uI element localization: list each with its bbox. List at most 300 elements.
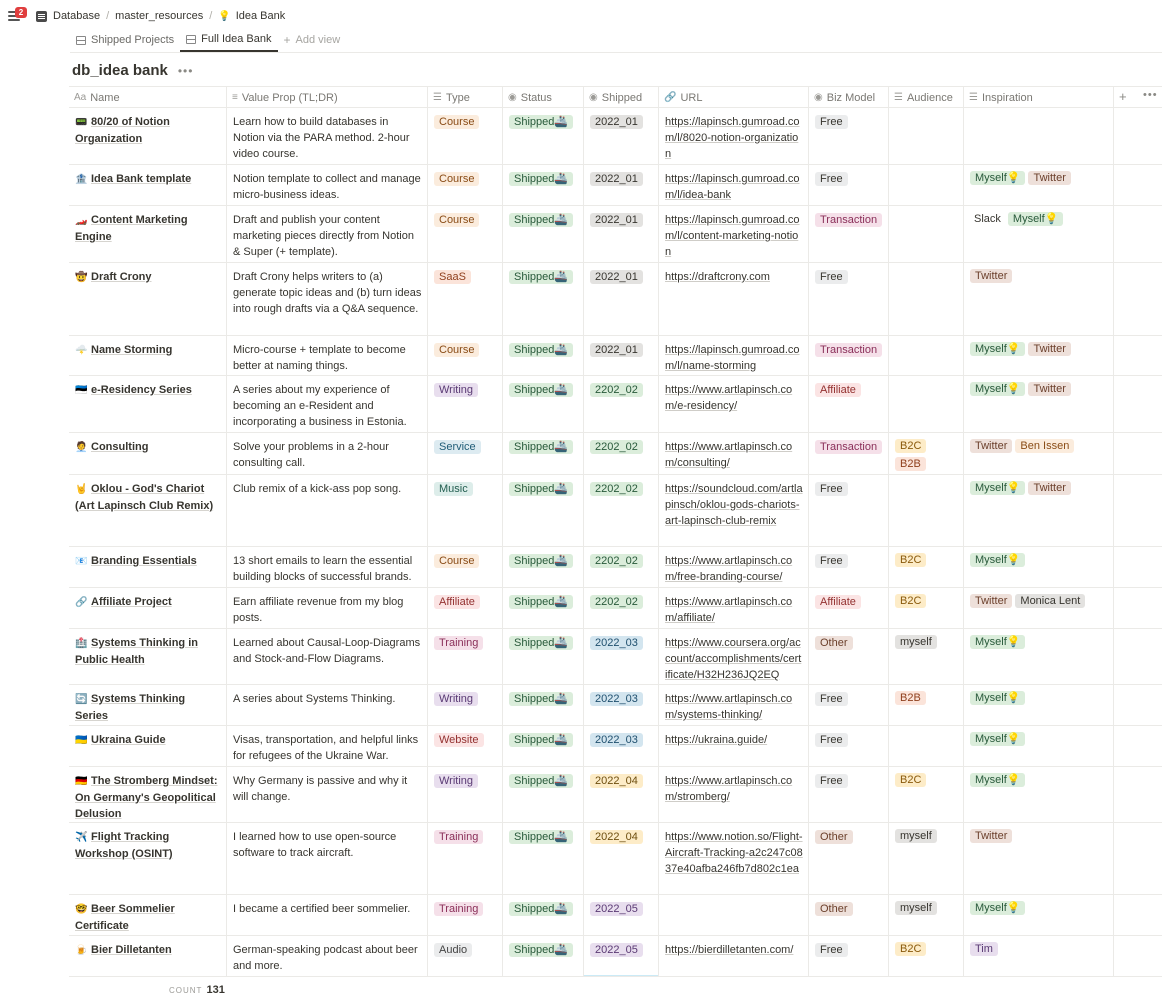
cell-value-prop[interactable] (227, 263, 428, 335)
cell-biz-model[interactable] (809, 936, 889, 976)
page-icon: 📟 (75, 117, 88, 128)
cell-shipped[interactable] (584, 165, 659, 205)
cell-shipped[interactable] (584, 823, 659, 894)
tag: Affiliate (434, 595, 480, 609)
cell-inspiration[interactable] (964, 263, 1114, 335)
tag: B2B (895, 691, 926, 705)
more-options-icon[interactable]: ••• (177, 63, 194, 78)
view-tabs (70, 28, 346, 52)
value-prop-text: Micro-course + template to become better at naming things. (233, 344, 406, 372)
url-link[interactable]: https://lapinsch.gumroad.com/l/8020-notion-organization (665, 116, 800, 160)
cell-inspiration[interactable] (964, 547, 1114, 587)
cell-value-prop[interactable] (227, 336, 428, 375)
cell-status[interactable] (503, 433, 584, 474)
url-link[interactable]: https://www.artlapinsch.com/free-branding-course/ (665, 555, 793, 583)
cell-name[interactable] (69, 263, 227, 335)
tag: B2C (895, 553, 926, 567)
cell-spacer (1114, 433, 1162, 474)
cell-url[interactable] (659, 823, 809, 894)
cell-status[interactable] (503, 547, 584, 587)
cell-value-prop[interactable] (227, 588, 428, 628)
cell-value-prop[interactable] (227, 726, 428, 766)
cell-name[interactable] (69, 629, 227, 684)
cell-audience[interactable] (889, 767, 964, 822)
page-name-link[interactable]: Systems Thinking Series (75, 693, 186, 722)
cell-audience[interactable] (889, 547, 964, 587)
tag: 2022_01 (590, 270, 643, 284)
cell-status[interactable] (503, 767, 584, 822)
cell-type[interactable] (428, 629, 503, 684)
cell-value-prop[interactable] (227, 767, 428, 822)
cell-type[interactable] (428, 376, 503, 432)
tag: Course (434, 213, 479, 227)
url-link[interactable]: https://ukraina.guide/ (665, 734, 768, 746)
cell-audience[interactable] (889, 588, 964, 628)
table-row[interactable] (69, 936, 1162, 977)
cell-biz-model[interactable] (809, 475, 889, 546)
cell-audience[interactable] (889, 165, 964, 205)
cell-biz-model[interactable] (809, 685, 889, 725)
cell-url[interactable] (659, 629, 809, 684)
cell-type[interactable] (428, 823, 503, 894)
cell-value-prop[interactable] (227, 685, 428, 725)
tag: Myself💡 (970, 171, 1025, 185)
cell-audience[interactable] (889, 206, 964, 262)
cell-biz-model[interactable] (809, 588, 889, 628)
cell-name[interactable] (69, 475, 227, 546)
cell-url[interactable] (659, 547, 809, 587)
cell-value-prop[interactable] (227, 165, 428, 205)
cell-name[interactable] (69, 936, 227, 976)
table-row[interactable] (69, 588, 1162, 629)
column-header-inspiration[interactable] (964, 87, 1114, 108)
page-name-link[interactable]: Idea Bank template (91, 173, 192, 185)
cell-url[interactable] (659, 433, 809, 474)
cell-biz-model[interactable] (809, 108, 889, 164)
cell-status[interactable] (503, 588, 584, 628)
cell-url[interactable] (659, 936, 809, 976)
cell-url[interactable] (659, 263, 809, 335)
cell-name[interactable] (69, 767, 227, 822)
cell-audience[interactable] (889, 475, 964, 546)
page-name-link[interactable]: Oklou - God's Chariot (Art Lapinsch Club Remix) (75, 483, 214, 512)
table-icon (76, 36, 86, 45)
cell-inspiration[interactable] (964, 108, 1114, 164)
cell-value-prop[interactable] (227, 108, 428, 164)
cell-audience[interactable] (889, 936, 964, 976)
tag: Shipped🚢 (509, 943, 573, 957)
cell-status[interactable] (503, 936, 584, 976)
tag: Free (815, 172, 848, 186)
add-property-icon[interactable]: + (1119, 89, 1127, 104)
page-name-link[interactable]: Consulting (91, 441, 149, 453)
value-prop-text: Learned about Causal-Loop-Diagrams and Stock-and-Flow Diagrams. (233, 637, 421, 665)
page-icon: 🏎️ (75, 215, 88, 226)
breadcrumb-item-idea-bank[interactable]: Idea Bank (235, 10, 286, 22)
cell-url[interactable] (659, 475, 809, 546)
column-type-icon: ☰ (433, 92, 442, 103)
tag: myself (895, 829, 937, 843)
cell-biz-model[interactable] (809, 206, 889, 262)
cell-name[interactable] (69, 823, 227, 894)
cell-status[interactable] (503, 263, 584, 335)
cell-biz-model[interactable] (809, 433, 889, 474)
url-link[interactable]: https://lapinsch.gumroad.com/l/idea-bank (665, 173, 800, 201)
column-header-status[interactable] (503, 87, 584, 108)
tag: 2202_02 (590, 554, 643, 568)
url-link[interactable]: https://www.notion.so/Flight-Aircraft-Tracking-a2c247c0837e40afba246fb7d802c1ea (665, 831, 803, 875)
cell-status[interactable] (503, 685, 584, 725)
cell-type[interactable] (428, 263, 503, 335)
page-name-link[interactable]: Bier Dilletanten (91, 944, 172, 956)
tag: 2022_03 (590, 692, 643, 706)
cell-name[interactable] (69, 336, 227, 375)
cell-type[interactable] (428, 588, 503, 628)
cell-biz-model[interactable] (809, 547, 889, 587)
cell-shipped[interactable] (584, 547, 659, 587)
tag: Myself💡 (970, 553, 1025, 567)
add-view-button[interactable] (278, 28, 347, 52)
cell-value-prop[interactable] (227, 475, 428, 546)
cell-biz-model[interactable] (809, 336, 889, 375)
cell-inspiration[interactable] (964, 767, 1114, 822)
cell-url[interactable] (659, 165, 809, 205)
tag: Myself💡 (970, 773, 1025, 787)
page-name-link[interactable]: Flight Tracking Workshop (OSINT) (75, 831, 173, 860)
cell-spacer (1114, 165, 1162, 205)
tag: 2022_01 (590, 343, 643, 357)
cell-audience[interactable] (889, 823, 964, 894)
cell-status[interactable] (503, 336, 584, 375)
more-icon[interactable]: ••• (1143, 89, 1158, 101)
cell-url[interactable] (659, 206, 809, 262)
cell-type[interactable] (428, 936, 503, 976)
tag: Myself💡 (970, 635, 1025, 649)
cell-inspiration[interactable] (964, 475, 1114, 546)
page-icon: 🇪🇪 (75, 385, 88, 396)
cell-value-prop[interactable] (227, 206, 428, 262)
page-icon: 🤠 (75, 272, 88, 283)
table-row[interactable] (69, 823, 1162, 895)
table-row[interactable] (69, 263, 1162, 336)
page-name-link[interactable]: Branding Essentials (91, 555, 197, 567)
cell-biz-model[interactable] (809, 823, 889, 894)
cell-value-prop[interactable] (227, 895, 428, 935)
tag: Free (815, 270, 848, 284)
add-view-label: Add view (295, 34, 341, 46)
tag: 2022_05 (590, 943, 643, 957)
tag: 2202_02 (590, 595, 643, 609)
cell-spacer (1114, 376, 1162, 432)
cell-status[interactable] (503, 206, 584, 262)
table-footer-divider (69, 976, 1162, 977)
cell-spacer (1114, 588, 1162, 628)
cell-name[interactable] (69, 376, 227, 432)
cell-audience[interactable] (889, 629, 964, 684)
cell-value-prop[interactable] (227, 433, 428, 474)
cell-url[interactable] (659, 376, 809, 432)
database-icon (36, 11, 47, 22)
table-row[interactable] (69, 685, 1162, 726)
page-icon: ✈️ (75, 832, 88, 843)
cell-shipped[interactable] (584, 108, 659, 164)
cell-value-prop[interactable] (227, 547, 428, 587)
url-link[interactable]: https://bierdilletanten.com/ (665, 944, 794, 956)
tag: Myself💡 (970, 382, 1025, 396)
cell-url[interactable] (659, 336, 809, 375)
tag: Myself💡 (970, 901, 1025, 915)
cell-name[interactable] (69, 685, 227, 725)
cell-name[interactable] (69, 895, 227, 935)
column-header-name[interactable] (69, 87, 227, 108)
tag: Training (434, 902, 483, 916)
table-row[interactable] (69, 108, 1162, 165)
tag: 2022_03 (590, 636, 643, 650)
column-header-value-prop[interactable] (227, 87, 428, 108)
cell-shipped[interactable] (584, 588, 659, 628)
breadcrumb-item-master-resources[interactable]: master_resources (115, 10, 204, 22)
tag: Shipped🚢 (509, 270, 573, 284)
table-row[interactable] (69, 547, 1162, 588)
cell-status[interactable] (503, 376, 584, 432)
cell-inspiration[interactable] (964, 376, 1114, 432)
page-name-link[interactable]: Content Marketing Engine (75, 214, 188, 243)
cell-audience[interactable] (889, 263, 964, 335)
cell-audience[interactable] (889, 433, 964, 474)
cell-name[interactable] (69, 547, 227, 587)
tag: 2022_01 (590, 115, 643, 129)
tag: Ben Issen (1015, 439, 1074, 453)
value-prop-text: I learned how to use open-source software to track aircraft. (233, 831, 397, 859)
cell-status[interactable] (503, 895, 584, 935)
cell-value-prop[interactable] (227, 629, 428, 684)
tag: Twitter (970, 269, 1012, 283)
column-header-url[interactable] (659, 87, 809, 108)
tag: Transaction (815, 343, 882, 357)
value-prop-text: Why Germany is passive and why it will change. (233, 775, 408, 803)
tag: Twitter (970, 439, 1012, 453)
tag: Shipped🚢 (509, 774, 573, 788)
cell-name[interactable] (69, 206, 227, 262)
url-link[interactable]: https://draftcrony.com (665, 271, 770, 283)
page-name-link[interactable]: Systems Thinking in Public Health (75, 637, 198, 666)
cell-name[interactable] (69, 165, 227, 205)
cell-audience[interactable] (889, 108, 964, 164)
cell-inspiration[interactable] (964, 336, 1114, 375)
cell-value-prop[interactable] (227, 823, 428, 894)
notification-badge: 2 (15, 7, 27, 18)
cell-status[interactable] (503, 475, 584, 546)
cell-type[interactable] (428, 547, 503, 587)
cell-inspiration[interactable] (964, 936, 1114, 976)
value-prop-text: Visas, transportation, and helpful links for refugees of the Ukraine War. (233, 734, 419, 762)
tab-divider (70, 52, 1162, 53)
breadcrumb-item-database[interactable]: Database (53, 10, 101, 22)
table-row[interactable] (69, 726, 1162, 767)
tag: Twitter (970, 594, 1012, 608)
cell-name[interactable] (69, 108, 227, 164)
cell-shipped[interactable] (584, 475, 659, 546)
cell-shipped[interactable] (584, 726, 659, 766)
url-link[interactable]: https://www.artlapinsch.com/consulting/ (665, 441, 793, 469)
cell-shipped[interactable] (584, 206, 659, 262)
table-row[interactable] (69, 475, 1162, 547)
table-row[interactable] (69, 895, 1162, 936)
cell-inspiration[interactable] (964, 206, 1114, 262)
cell-url[interactable] (659, 726, 809, 766)
cell-type[interactable] (428, 685, 503, 725)
column-header-shipped[interactable] (584, 87, 659, 108)
page-name-link[interactable]: Ukraina Guide (91, 734, 166, 746)
cell-type[interactable] (428, 336, 503, 375)
page-name-link[interactable]: 80/20 of Notion Organization (75, 116, 170, 145)
cell-status[interactable] (503, 165, 584, 205)
cell-inspiration[interactable] (964, 433, 1114, 474)
cell-biz-model[interactable] (809, 895, 889, 935)
tag: Course (434, 115, 479, 129)
cell-inspiration[interactable] (964, 726, 1114, 766)
table-row[interactable] (69, 165, 1162, 206)
cell-biz-model[interactable] (809, 767, 889, 822)
cell-biz-model[interactable] (809, 376, 889, 432)
column-type-icon: ≡ (232, 92, 238, 103)
cell-type[interactable] (428, 206, 503, 262)
cell-name[interactable] (69, 433, 227, 474)
cell-type[interactable] (428, 475, 503, 546)
cell-inspiration[interactable] (964, 685, 1114, 725)
cell-shipped[interactable] (584, 263, 659, 335)
cell-inspiration[interactable] (964, 165, 1114, 205)
cell-type[interactable] (428, 433, 503, 474)
cell-audience[interactable] (889, 336, 964, 375)
cell-inspiration[interactable] (964, 823, 1114, 894)
tag: Course (434, 343, 479, 357)
cell-shipped[interactable] (584, 685, 659, 725)
cell-type[interactable] (428, 108, 503, 164)
tag: Service (434, 440, 481, 454)
cell-status[interactable] (503, 726, 584, 766)
page-name-link[interactable]: Draft Crony (91, 271, 152, 283)
url-link[interactable]: https://soundcloud.com/artlapinsch/oklou-gods-chariots-art-lapinsch-club-remix (665, 483, 803, 527)
tag: Free (815, 733, 848, 747)
cell-inspiration[interactable] (964, 588, 1114, 628)
url-link[interactable]: https://www.artlapinsch.com/systems-thinking/ (665, 693, 793, 721)
cell-status[interactable] (503, 629, 584, 684)
tab-full-idea-bank[interactable] (180, 28, 277, 52)
cell-inspiration[interactable] (964, 895, 1114, 935)
cell-status[interactable] (503, 823, 584, 894)
cell-status[interactable] (503, 108, 584, 164)
cell-shipped[interactable] (584, 895, 659, 935)
url-link[interactable]: https://lapinsch.gumroad.com/l/content-marketing-notion (665, 214, 800, 258)
tab-label: Shipped Projects (91, 34, 175, 46)
cell-inspiration[interactable] (964, 629, 1114, 684)
table-row[interactable] (69, 376, 1162, 433)
column-type-icon: 🔗 (664, 92, 677, 103)
cell-url[interactable] (659, 767, 809, 822)
cell-biz-model[interactable] (809, 165, 889, 205)
cell-shipped[interactable] (584, 376, 659, 432)
cell-spacer (1114, 547, 1162, 587)
tag: Free (815, 943, 848, 957)
value-prop-text: Learn how to build databases in Notion via the PARA method. 2-hour video course. (233, 116, 410, 160)
database-title-row (72, 62, 193, 79)
count-aggregate[interactable] (169, 984, 225, 996)
tab-shipped-projects[interactable] (70, 28, 180, 52)
cell-shipped[interactable] (584, 629, 659, 684)
cell-audience[interactable] (889, 376, 964, 432)
cell-audience[interactable] (889, 895, 964, 935)
cell-value-prop[interactable] (227, 376, 428, 432)
cell-shipped[interactable] (584, 936, 659, 976)
table-row[interactable] (69, 206, 1162, 263)
table-row[interactable] (69, 433, 1162, 475)
database-title[interactable]: db_idea bank (72, 62, 168, 79)
page-name-link[interactable]: e-Residency Series (91, 384, 192, 396)
cell-audience[interactable] (889, 685, 964, 725)
tag: 2202_02 (590, 383, 643, 397)
page-name-link[interactable]: Beer Sommelier Certificate (75, 903, 175, 932)
url-link[interactable]: https://lapinsch.gumroad.com/l/name-storming (665, 344, 800, 372)
cell-url[interactable] (659, 108, 809, 164)
column-header-type[interactable] (428, 87, 503, 108)
url-link[interactable]: https://www.artlapinsch.com/affiliate/ (665, 596, 793, 624)
page-name-link[interactable]: Affiliate Project (91, 596, 172, 608)
column-header-biz-model[interactable] (809, 87, 889, 108)
cell-biz-model[interactable] (809, 629, 889, 684)
cell-shipped[interactable] (584, 767, 659, 822)
cell-biz-model[interactable] (809, 263, 889, 335)
cell-type[interactable] (428, 165, 503, 205)
table-row[interactable] (69, 336, 1162, 376)
url-link[interactable]: https://www.artlapinsch.com/e-residency/ (665, 384, 793, 412)
tag: Shipped🚢 (509, 115, 573, 129)
tag: Other (815, 830, 853, 844)
cell-shipped[interactable] (584, 336, 659, 375)
table-row[interactable] (69, 629, 1162, 685)
page-icon: 🌩️ (75, 345, 88, 356)
table-icon (186, 35, 196, 44)
cell-url[interactable] (659, 588, 809, 628)
page-name-link[interactable]: The Stromberg Mindset: On Germany's Geopolitical Delusion (75, 775, 218, 820)
cell-biz-model[interactable] (809, 726, 889, 766)
tag: myself (895, 901, 937, 915)
cell-value-prop[interactable] (227, 936, 428, 976)
cell-name[interactable] (69, 726, 227, 766)
tag: Twitter (1028, 481, 1070, 495)
cell-name[interactable] (69, 588, 227, 628)
table-row[interactable] (69, 767, 1162, 823)
tab-label: Full Idea Bank (201, 33, 272, 45)
cell-url[interactable] (659, 895, 809, 935)
cell-audience[interactable] (889, 726, 964, 766)
column-header-label: Type (445, 91, 470, 104)
page-icon: 🏦 (75, 174, 88, 185)
url-link[interactable]: https://www.artlapinsch.com/stromberg/ (665, 775, 793, 803)
url-link[interactable]: https://www.coursera.org/account/accomplishments/certificate/H32H236JQ2EQ (665, 637, 802, 681)
cell-url[interactable] (659, 685, 809, 725)
page-name-link[interactable]: Name Storming (91, 344, 173, 356)
column-type-icon: ◉ (589, 92, 598, 103)
tag: Writing (434, 774, 478, 788)
cell-shipped[interactable] (584, 433, 659, 474)
cell-type[interactable] (428, 767, 503, 822)
cell-type[interactable] (428, 895, 503, 935)
tag: Twitter (970, 829, 1012, 843)
column-header-audience[interactable] (889, 87, 964, 108)
cell-type[interactable] (428, 726, 503, 766)
cell-spacer (1114, 895, 1162, 935)
